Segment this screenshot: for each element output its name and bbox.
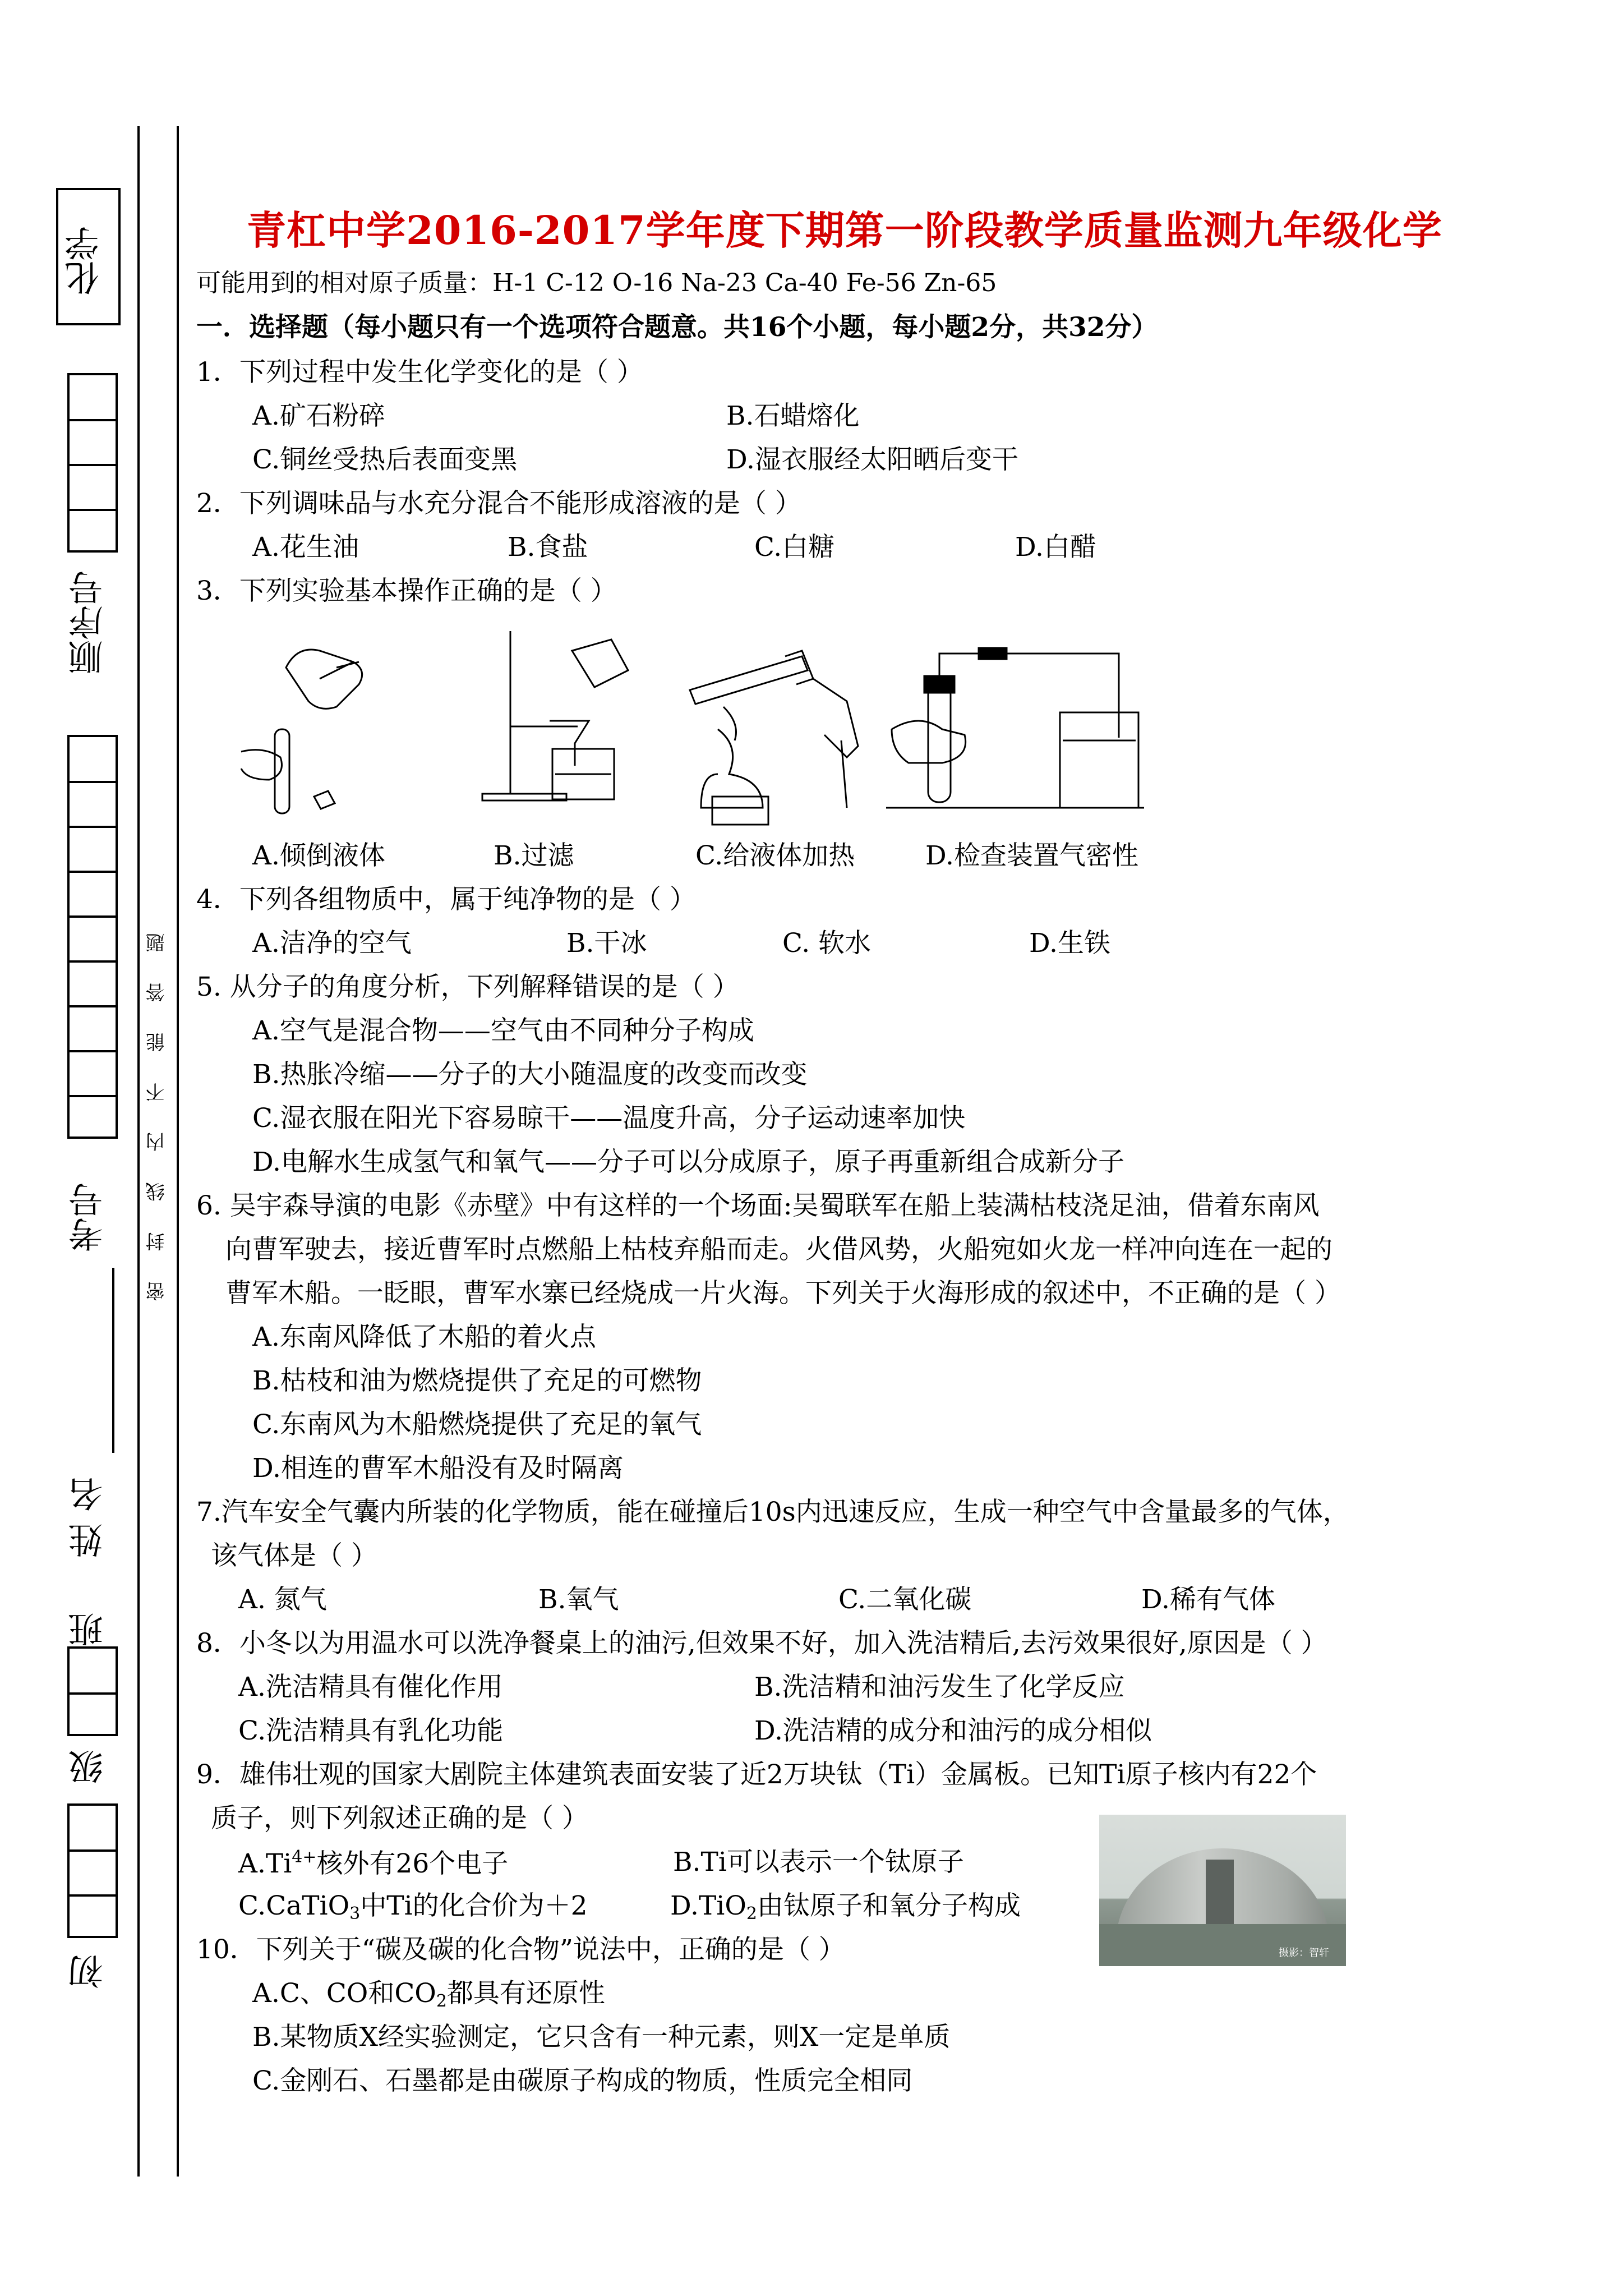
q9-stem-line1: 9．雄伟壮观的国家大剧院主体建筑表面安装了近2万块钛（Ti）金属板。已知Ti原子核内有22个 [196, 1759, 1317, 1790]
q7-option-b[interactable]: B.氧气 [538, 1584, 619, 1615]
q6-option-c[interactable]: C.东南风为木船燃烧提供了充足的氧气 [252, 1409, 702, 1440]
q9-stem-line2: 质子，则下列叙述正确的是（ ） [211, 1803, 588, 1834]
q6-stem-line3: 曹军木船。一眨眼，曹军水寨已经烧成一片火海。下列关于火海形成的叙述中，不正确的是（ ） [225, 1278, 1341, 1309]
q4-option-c[interactable]: C. 软水 [782, 928, 872, 959]
q9-d-subscript: 2 [746, 1904, 757, 1924]
q9-option-d[interactable] [670, 1890, 1021, 1924]
name-label: 姓 名 [68, 1477, 109, 1558]
q3-option-a[interactable]: A.倾倒液体 [252, 840, 385, 871]
q7-option-d[interactable]: D.稀有气体 [1141, 1584, 1275, 1615]
q2-option-d[interactable]: D.白醋 [1015, 532, 1096, 563]
q3-stem: 3．下列实验基本操作正确的是（ ） [196, 576, 617, 606]
q1-option-c[interactable]: C.铜丝受热后表面变黑 [252, 444, 518, 475]
q9-c-prefix: C.CaTiO [238, 1890, 350, 1921]
q2-option-c[interactable]: C.白糖 [754, 532, 835, 563]
name-underline[interactable] [112, 1268, 114, 1453]
q9-option-b[interactable]: B.Ti可以表示一个钛原子 [673, 1847, 964, 1878]
q1-option-b[interactable]: B.石蜡熔化 [726, 401, 860, 431]
q3-option-c[interactable]: C.给液体加热 [695, 840, 855, 871]
q8-option-c[interactable]: C.洗洁精具有乳化功能 [238, 1715, 504, 1746]
q5-option-d[interactable]: D.电解水生成氢气和氧气——分子可以分成原子，原子再重新组合成新分子 [252, 1147, 1124, 1177]
order-number-label: 顺序号 [68, 570, 109, 675]
seal-line-text: 密 封 线 内 不 能 答 题 [146, 921, 168, 1301]
q4-stem: 4．下列各组物质中，属于纯净物的是（ ） [196, 884, 696, 915]
heating-liquid-figure [684, 645, 869, 836]
class-label: 班 [68, 1612, 109, 1647]
q9-a-prefix: A.Ti [238, 1848, 292, 1879]
q7-stem-line2: 该气体是（ ） [211, 1540, 377, 1571]
q10-a-subscript: 2 [436, 1991, 447, 2011]
photo-caption: 摄影：智轩 [1279, 1947, 1329, 1959]
q9-a-superscript: 4+ [292, 1847, 317, 1867]
grade-boxes[interactable] [67, 1803, 118, 1938]
q10-stem: 10．下列关于“碳及碳的化合物”说法中，正确的是（ ） [196, 1934, 845, 1965]
q8-option-a[interactable]: A.洗洁精具有催化作用 [238, 1672, 503, 1703]
q8-option-d[interactable]: D.洗洁精的成分和油污的成分相似 [754, 1715, 1152, 1746]
junior-label: 初 [68, 1954, 109, 1989]
q9-d-prefix: D.TiO [670, 1890, 746, 1921]
q9-c-suffix: 中Ti的化合价为＋2 [360, 1890, 588, 1921]
grand-theatre-photo [1099, 1815, 1346, 1966]
grade-label: 级 [68, 1750, 109, 1784]
q2-option-b[interactable]: B.食盐 [508, 532, 588, 563]
q9-option-a[interactable] [238, 1849, 508, 1877]
q5-stem: 5. 从分子的角度分析，下列解释错误的是（ ） [196, 972, 739, 1002]
q10-a-suffix: 都具有还原性 [446, 1978, 605, 2009]
q6-option-b[interactable]: B.枯枝和油为燃烧提供了充足的可燃物 [252, 1365, 702, 1396]
exam-number-label: 考号 [68, 1182, 109, 1252]
q7-stem-line1: 7.汽车安全气囊内所装的化学物质，能在碰撞后10s内迅速反应，生成一种空气中含量最多的气体， [196, 1497, 1349, 1527]
q2-stem: 2．下列调味品与水充分混合不能形成溶液的是（ ） [196, 488, 801, 519]
q9-c-subscript: 3 [349, 1904, 361, 1924]
q4-option-d[interactable]: D.生铁 [1029, 928, 1110, 959]
exam-title: 青杠中学2016-2017学年度下期第一阶段教学质量监测九年级化学 [247, 207, 1442, 254]
filtration-figure [471, 625, 656, 811]
q7-option-c[interactable]: C.二氧化碳 [838, 1584, 972, 1615]
q10-option-a[interactable] [252, 1980, 605, 2010]
airtightness-check-figure [880, 645, 1150, 813]
q5-option-c[interactable]: C.湿衣服在阳光下容易晾干——温度升高，分子运动速率加快 [252, 1103, 966, 1134]
q1-option-a[interactable]: A.矿石粉碎 [252, 401, 385, 431]
q6-option-a[interactable]: A.东南风降低了木船的着火点 [252, 1322, 596, 1352]
q3-option-d[interactable]: D.检查装置气密性 [925, 840, 1138, 871]
section-heading: 一．选择题（每小题只有一个选项符合题意。共16个小题，每小题2分，共32分） [196, 312, 1158, 343]
q9-option-c[interactable] [238, 1890, 588, 1924]
q4-option-b[interactable]: B.干冰 [566, 928, 647, 959]
order-number-boxes[interactable] [67, 373, 118, 553]
q6-stem-line2: 向曹军驶去，接近曹军时点燃船上枯枝弃船而走。火借风势，火船宛如火龙一样冲向连在一起的 [225, 1234, 1332, 1265]
class-boxes[interactable] [67, 1646, 118, 1736]
q4-option-a[interactable]: A.洁净的空气 [252, 928, 412, 959]
q6-stem-line1: 6. 吴宇森导演的电影《赤壁》中有这样的一个场面:吴蜀联军在船上装满枯枝浇足油，借着东南风 [196, 1190, 1320, 1221]
q2-option-a[interactable]: A.花生油 [252, 532, 359, 563]
q3-option-b[interactable]: B.过滤 [494, 840, 574, 871]
q1-stem: 1．下列过程中发生化学变化的是（ ） [196, 357, 643, 388]
q7-option-a[interactable]: A. 氮气 [238, 1584, 327, 1615]
exam-number-boxes[interactable] [67, 735, 118, 1139]
q6-option-d[interactable]: D.相连的曹军木船没有及时隔离 [252, 1453, 624, 1484]
atomic-masses: 可能用到的相对原子质量：H-1 C-12 O-16 Na-23 Ca-40 Fe-56 Zn-65 [196, 269, 997, 297]
q8-option-b[interactable]: B.洗洁精和油污发生了化学反应 [754, 1672, 1125, 1703]
q8-stem: 8．小冬以为用温水可以洗净餐桌上的油污,但效果不好，加入洗洁精后,去污效果很好,原因是（ ） [196, 1628, 1327, 1659]
q10-a-prefix: A.C、CO和CO [252, 1978, 436, 2009]
q10-option-c[interactable]: C.金刚石、石墨都是由碳原子构成的物质，性质完全相同 [252, 2065, 913, 2096]
pouring-liquid-figure [224, 634, 393, 819]
margin-line-outer [137, 126, 140, 2177]
q5-option-b[interactable]: B.热胀冷缩——分子的大小随温度的改变而改变 [252, 1059, 808, 1090]
subject-label: 化学 [64, 226, 105, 296]
q1-option-d[interactable]: D.湿衣服经太阳晒后变干 [726, 444, 1018, 475]
q9-d-suffix: 由钛原子和氧分子构成 [757, 1890, 1021, 1921]
q9-a-suffix: 核外有26个电子 [316, 1848, 509, 1879]
q10-option-b[interactable]: B.某物质X经实验测定，它只含有一种元素，则X一定是单质 [252, 2022, 951, 2053]
q5-option-a[interactable]: A.空气是混合物——空气由不同种分子构成 [252, 1015, 754, 1046]
margin-line-inner [177, 126, 179, 2177]
